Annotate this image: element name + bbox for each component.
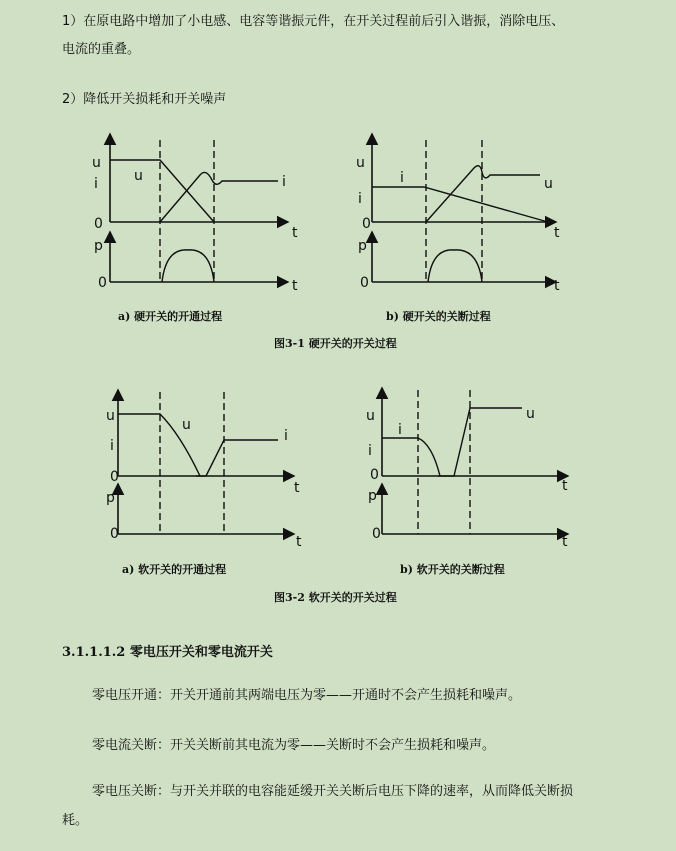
fig2b-u-curve xyxy=(438,408,522,476)
fig2b-u-label: u xyxy=(366,408,375,424)
fig1b-u-curve xyxy=(426,166,540,222)
fig2a-diagram xyxy=(94,384,324,554)
fig2a-zero-lower: 0 xyxy=(110,526,119,542)
fig2a-u-label: u xyxy=(106,408,115,424)
fig1a-diagram xyxy=(88,130,318,305)
fig2b-zero-lower: 0 xyxy=(372,526,381,542)
fig1a-t-upper: t xyxy=(292,225,298,241)
fig1b-zero-lower: 0 xyxy=(360,275,369,291)
fig1a-i-label: i xyxy=(94,176,98,192)
fig2a-u-curve-label: u xyxy=(182,417,191,433)
fig2a-i-curve-label: i xyxy=(284,428,288,444)
fig2b-i-curve-label: i xyxy=(398,422,402,438)
fig2a-zero-upper: 0 xyxy=(110,469,119,485)
fig1-caption: 图3-1 硬开关的开关过程 xyxy=(274,337,397,350)
fig2b-t-upper: t xyxy=(562,478,568,494)
fig2a-t-upper: t xyxy=(294,480,300,496)
zcs-off-text: 零电流关断：开关关断前其电流为零——关断时不会产生损耗和噪声。 xyxy=(92,738,496,753)
fig1b-zero-upper: 0 xyxy=(362,216,371,232)
fig1b-i-curve xyxy=(372,187,548,222)
fig1b-p-label: p xyxy=(358,238,367,254)
fig2b-p-label: p xyxy=(368,488,377,504)
fig1b-p-curve xyxy=(428,250,482,282)
fig1a-i-curve-label: i xyxy=(282,174,286,190)
fig2b-i-curve xyxy=(382,438,440,476)
zvs-off-line2: 耗。 xyxy=(62,813,89,828)
fig1b-u-curve-label: u xyxy=(544,176,553,192)
fig2a-i-label: i xyxy=(110,438,114,454)
fig2b-zero-upper: 0 xyxy=(370,467,379,483)
fig1b-i-curve-label: i xyxy=(400,170,404,186)
fig1a-zero-upper: 0 xyxy=(94,216,103,232)
fig1b-i-label: i xyxy=(358,191,362,207)
zvs-off-line1: 零电压关断：与开关并联的电容能延缓开关关断后电压下降的速率，从而降低关断损 xyxy=(92,784,574,799)
fig2a-i-curve xyxy=(196,440,278,476)
para1-line1: 1）在原电路中增加了小电感、电容等谐振元件，在开关过程前后引入谐振，消除电压、 xyxy=(62,14,565,29)
fig1a-u-curve xyxy=(110,160,214,222)
fig1a-zero-lower: 0 xyxy=(98,275,107,291)
fig1a-u-label: u xyxy=(92,155,101,171)
fig1b-t-upper: t xyxy=(554,225,560,241)
fig2b-u-curve-label: u xyxy=(526,406,535,422)
fig1a-caption: a) 硬开关的开通过程 xyxy=(118,310,223,323)
fig2b-t-lower: t xyxy=(562,534,568,550)
para2: 2）降低开关损耗和开关噪声 xyxy=(62,92,227,107)
fig2b-caption: b) 软开关的关断过程 xyxy=(400,563,505,576)
fig1b-u-label: u xyxy=(356,155,365,171)
fig1a-t-lower: t xyxy=(292,278,298,294)
section-heading: 3.1.1.1.2 零电压开关和零电流开关 xyxy=(62,645,273,660)
fig1b-t-lower: t xyxy=(554,278,560,294)
para1-line2: 电流的重叠。 xyxy=(62,42,141,57)
fig1a-p-curve xyxy=(162,250,214,282)
fig2b-i-label: i xyxy=(368,443,372,459)
fig2b-diagram xyxy=(362,384,592,554)
fig1b-caption: b) 硬开关的关断过程 xyxy=(386,310,491,323)
fig2a-t-lower: t xyxy=(296,534,302,550)
fig1a-u-curve-label: u xyxy=(134,168,143,184)
fig2a-p-label: p xyxy=(106,490,115,506)
zvs-on-text: 零电压开通：开关开通前其两端电压为零——开通时不会产生损耗和噪声。 xyxy=(92,688,522,703)
fig1a-p-label: p xyxy=(94,238,103,254)
fig2-caption: 图3-2 软开关的开关过程 xyxy=(274,591,397,604)
fig1b-diagram xyxy=(350,130,580,305)
fig2a-caption: a) 软开关的开通过程 xyxy=(122,563,227,576)
